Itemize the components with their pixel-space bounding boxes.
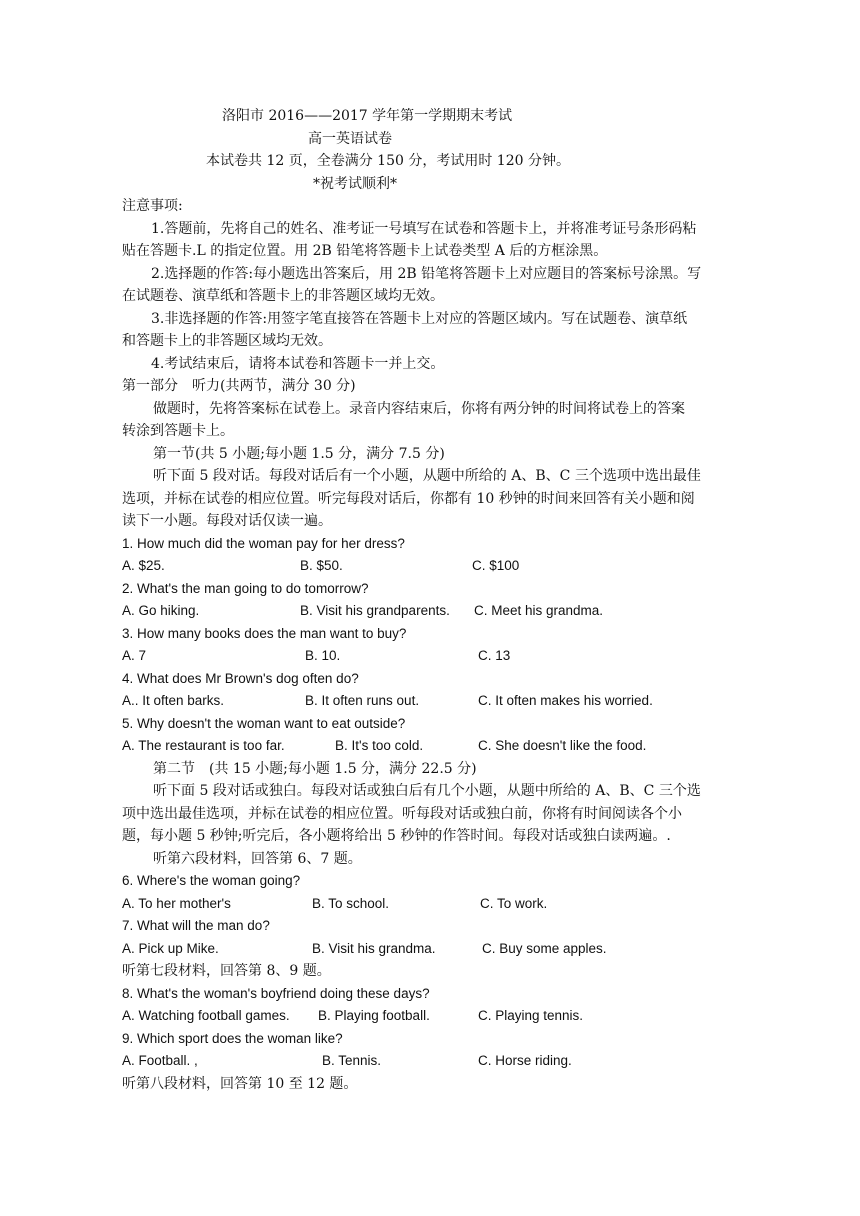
note-2-line-2: 在试题卷、演草纸和答题卡上的非答题区域均无效。 bbox=[122, 288, 444, 304]
part1-intro-line-2: 转涂到答题卡上。 bbox=[122, 423, 234, 439]
question-5-option-a: A. The restaurant is too far. bbox=[122, 738, 285, 753]
question-9-option-b: B. Tennis. bbox=[322, 1053, 382, 1068]
question-4-stem: 4. What does Mr Brown's dog often do? bbox=[122, 671, 359, 686]
question-8-stem: 8. What's the woman's boyfriend doing these days? bbox=[122, 986, 430, 1001]
note-3-line-1: 3.非选择题的作答:用签字笔直接答在答题卡上对应的答题区域内。写在试题卷、演草纸 bbox=[151, 311, 688, 327]
question-1-option-a: A. $25. bbox=[122, 558, 165, 573]
question-1-stem: 1. How much did the woman pay for her dress? bbox=[122, 536, 405, 551]
question-6-option-a: A. To her mother's bbox=[122, 896, 231, 911]
question-4-option-b: B. It often runs out. bbox=[305, 693, 420, 708]
material-7-heading: 听第七段材料，回答第 8、9 题。 bbox=[122, 963, 331, 979]
exam-wish: *祝考试顺利* bbox=[313, 176, 397, 192]
question-7-option-b: B. Visit his grandma. bbox=[312, 941, 436, 956]
note-2-line-1: 2.选择题的作答:每小题选出答案后，用 2B 铅笔将答题卡上对应题目的答案标号涂黑。写 bbox=[151, 266, 702, 282]
note-3-line-2: 和答题卡上的非答题区域均无效。 bbox=[122, 333, 332, 349]
section2-instructions-line-2: 项中选出最佳选项，并标在试卷的相应位置。听每段对话或独白前，你将有时间阅读各个小 bbox=[122, 806, 682, 822]
section1-instructions-line-2: 选项，并标在试卷的相应位置。听完每段对话后，你都有 10 秒钟的时间来回答有关小题和阅 bbox=[122, 491, 695, 507]
question-2-option-c: C. Meet his grandma. bbox=[474, 603, 604, 618]
question-8-option-b: B. Playing football. bbox=[318, 1008, 430, 1023]
material-8-heading: 听第八段材料，回答第 10 至 12 题。 bbox=[122, 1076, 358, 1092]
question-3-stem: 3. How many books does the man want to buy? bbox=[122, 626, 407, 641]
exam-subtitle: 高一英语试卷 bbox=[308, 131, 392, 147]
question-6-stem: 6. Where's the woman going? bbox=[122, 873, 301, 888]
section2-instructions-line-1: 听下面 5 段对话或独白。每段对话或独白后有几个小题，从题中所给的 A、B、C 三个选 bbox=[153, 783, 701, 799]
question-4-option-c: C. It often makes his worried. bbox=[478, 693, 653, 708]
question-6-option-b: B. To school. bbox=[312, 896, 390, 911]
part1-intro-line-1: 做题时，先将答案标在试卷上。录音内容结束后，你将有两分钟的时间将试卷上的答案 bbox=[153, 401, 685, 417]
question-5-option-b: B. It's too cold. bbox=[335, 738, 424, 753]
question-5-stem: 5. Why doesn't the woman want to eat outside? bbox=[122, 716, 406, 731]
exam-title: 洛阳市 2016——2017 学年第一学期期末考试 bbox=[222, 108, 513, 124]
question-7-option-a: A. Pick up Mike. bbox=[122, 941, 219, 956]
question-7-stem: 7. What will the man do? bbox=[122, 918, 270, 933]
question-9-option-c: C. Horse riding. bbox=[478, 1053, 572, 1068]
question-3-option-b: B. 10. bbox=[305, 648, 341, 663]
question-2-option-b: B. Visit his grandparents. bbox=[300, 603, 450, 618]
question-1-option-c: C. $100 bbox=[472, 558, 520, 573]
section1-heading: 第一节(共 5 小题;每小题 1.5 分，满分 7.5 分) bbox=[153, 446, 445, 462]
question-8-option-c: C. Playing tennis. bbox=[478, 1008, 584, 1023]
question-2-option-a: A. Go hiking. bbox=[122, 603, 200, 618]
section1-instructions-line-3: 读下一小题。每段对话仅读一遍。 bbox=[122, 513, 332, 529]
material-6-heading: 听第六段材料，回答第 6、7 题。 bbox=[153, 851, 362, 867]
question-3-option-c: C. 13 bbox=[478, 648, 511, 663]
question-3-option-a: A. 7 bbox=[122, 648, 147, 663]
note-4: 4.考试结束后，请将本试卷和答题卡一并上交。 bbox=[151, 356, 445, 372]
exam-info: 本试卷共 12 页，全卷满分 150 分，考试用时 120 分钟。 bbox=[206, 153, 570, 169]
note-1-line-1: 1.答题前，先将自己的姓名、准考证一号填写在试卷和答题卡上，并将准考证号条形码粘 bbox=[151, 221, 697, 237]
question-5-option-c: C. She doesn't like the food. bbox=[478, 738, 647, 753]
section1-instructions-line-1: 听下面 5 段对话。每段对话后有一个小题，从题中所给的 A、B、C 三个选项中选出最佳 bbox=[153, 468, 701, 484]
section2-instructions-line-3: 题，每小题 5 秒钟;听完后，各小题将给出 5 秒钟的作答时间。每段对话或独白读两遍。. bbox=[122, 828, 671, 844]
notes-heading: 注意事项: bbox=[122, 198, 183, 214]
section2-heading: 第二节 (共 15 小题;每小题 1.5 分，满分 22.5 分) bbox=[153, 761, 477, 777]
note-1-line-2: 贴在答题卡.L 的指定位置。用 2B 铅笔将答题卡上试卷类型 A 后的方框涂黑。 bbox=[122, 243, 608, 259]
part1-heading: 第一部分 听力(共两节，满分 30 分) bbox=[122, 378, 356, 394]
question-7-option-c: C. Buy some apples. bbox=[482, 941, 607, 956]
question-9-option-a: A. Football. , bbox=[122, 1053, 198, 1068]
question-4-option-a: A.. It often barks. bbox=[122, 693, 225, 708]
question-1-option-b: B. $50. bbox=[300, 558, 343, 573]
question-8-option-a: A. Watching football games. bbox=[122, 1008, 290, 1023]
question-6-option-c: C. To work. bbox=[480, 896, 548, 911]
question-2-stem: 2. What's the man going to do tomorrow? bbox=[122, 581, 369, 596]
question-9-stem: 9. Which sport does the woman like? bbox=[122, 1031, 343, 1046]
